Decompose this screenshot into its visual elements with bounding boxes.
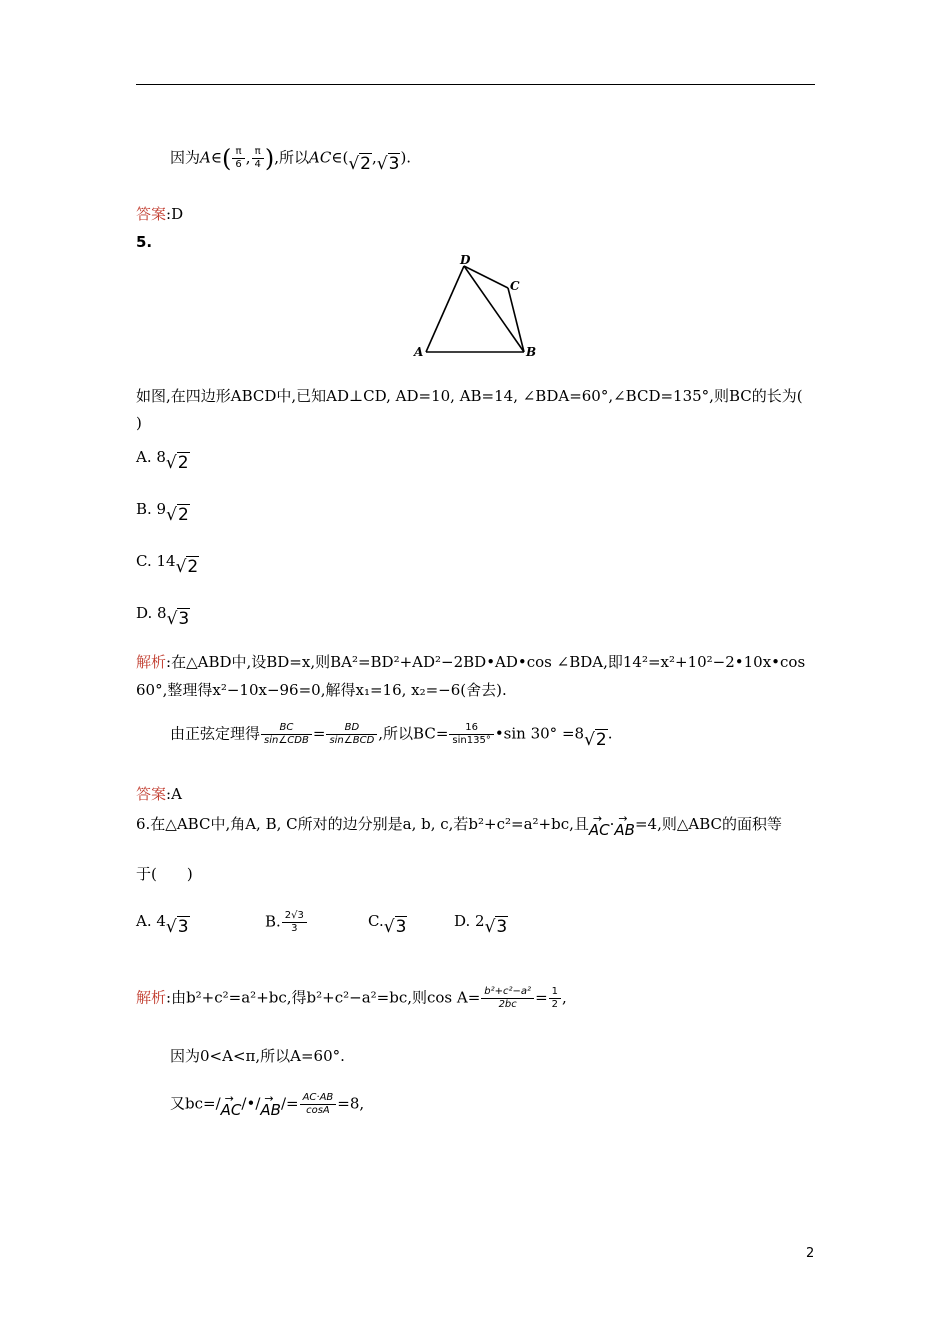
sine-law-mid: ,所以BC= [378, 724, 449, 743]
option-label: D. 8 [136, 604, 167, 622]
option-c[interactable] [368, 910, 407, 938]
close-paren-2: ). [400, 148, 412, 167]
option-sqrt: √3 [484, 917, 508, 937]
vertex-label-d: D [460, 253, 471, 267]
text-mid: ,所以 [274, 148, 310, 167]
analysis-6-line-1 [136, 986, 567, 1011]
text-tail: =8, [337, 1094, 365, 1113]
vector-ab: → AB [614, 819, 635, 841]
fraction-16: $\frac{16}{\sin 135^\circ}$ [449, 722, 493, 747]
abs-bar: / [255, 1094, 261, 1113]
fraction-cos-a: $\frac{\text{b²+c²−a²}}{2bc}$ [481, 986, 534, 1011]
analysis-label: 解析 [136, 653, 167, 671]
analysis-5-line-2: 60°,整理得x²−10x−96=0,解得x₁=16, x₂=−6(舍去). [136, 681, 507, 699]
in-symbol-2: ∈ [331, 148, 343, 167]
answer-label: 答案 [136, 205, 167, 223]
option-d[interactable] [136, 602, 190, 630]
comma: , [371, 148, 377, 167]
sine-law-prefix: 由正弦定理得 [170, 724, 261, 743]
abs-bar: / [215, 1094, 221, 1113]
option-a[interactable] [136, 910, 190, 938]
question-5-stem-line-1: 如图,在四边形ABCD中,已知AD⊥CD, AD=10, AB=14, ∠BDA=60°,∠BCD=135°,则BC的长为( [136, 387, 803, 405]
answer-label: 答案 [136, 785, 167, 803]
page-number: 2 [806, 1246, 815, 1261]
answer-line-1 [136, 203, 183, 225]
open-paren: ( [221, 144, 232, 173]
option-label: A. 4 [136, 912, 166, 930]
equals: = [312, 724, 326, 743]
dot: · [609, 815, 615, 833]
option-label: B. 9 [136, 500, 167, 518]
sqrt-2: √2 [584, 729, 607, 750]
comma: , [562, 988, 567, 1007]
quadrilateral-figure [408, 248, 548, 363]
sine-law-tail: •sin 30° =8 [494, 724, 585, 743]
option-fraction: $\frac{2√3}{3}$ [282, 910, 307, 935]
option-sqrt: √2 [166, 505, 189, 525]
option-sqrt: √2 [175, 557, 199, 577]
option-sqrt: √3 [165, 917, 189, 937]
option-label: A. 8 [136, 448, 166, 466]
analysis-text: :在△ABD中,设BD=x,则BA²=BD²+AD²−2BD•AD•cos ∠BDA,即14²=x²+10²−2•10x•cos [166, 653, 806, 671]
close-paren: ) [264, 144, 275, 173]
abs-bar: / [280, 1094, 286, 1113]
fraction-bc: $\frac{BC}{\text{sin∠CDB}}$ [261, 722, 312, 747]
edge-dc [464, 266, 508, 288]
stem-text: 6.在△ABC中,角A, B, C所对的边分别是a, b, c,若b²+c²=a²+bc,且 [136, 815, 589, 833]
vertex-label-b: B [526, 345, 537, 359]
option-label: C. [368, 912, 384, 930]
option-sqrt: √2 [165, 453, 189, 473]
text-prefix: 因为 [170, 148, 201, 167]
sqrt-2: √2 [348, 153, 371, 174]
analysis-6-line-3 [170, 1092, 364, 1121]
text-prefix: 又bc= [170, 1094, 216, 1113]
analysis-label: 解析 [136, 988, 167, 1007]
equals: = [535, 988, 548, 1007]
option-c[interactable] [136, 550, 199, 578]
analysis-6-line-2: 因为0<A<π,所以A=60°. [170, 1047, 345, 1065]
abs-bar: / [241, 1094, 247, 1113]
option-label: C. 14 [136, 552, 176, 570]
header-rule [136, 84, 815, 85]
option-a[interactable] [136, 446, 190, 474]
sqrt-3: √3 [376, 153, 400, 174]
fraction-pi-6: $\frac{\pi}{6}$ [232, 146, 244, 171]
option-b[interactable] [265, 910, 308, 935]
question-5-number: 5. [136, 233, 153, 251]
question-6-stem-line-2: 于( ) [136, 865, 193, 883]
analysis-5-line-1 [136, 651, 805, 673]
vector-ac: → AC [589, 819, 610, 841]
vertex-label-a: A [414, 345, 424, 359]
vector-ab: → AB [260, 1099, 281, 1121]
analysis-text: :由b²+c²=a²+bc,得b²+c²−a²=bc,则cos A= [166, 988, 481, 1007]
fraction-dot-over-cos: $\frac{AC\cdot AB}{\cos A}$ [300, 1092, 337, 1117]
question-6-stem-line-1 [136, 813, 782, 841]
vertex-label-c: C [510, 279, 520, 293]
in-symbol: ∈ [210, 148, 222, 167]
equals: = [286, 1094, 299, 1113]
reasoning-line [170, 146, 411, 175]
var-ac: AC [309, 148, 332, 167]
fraction-pi-4: $\frac{\pi}{4}$ [252, 146, 264, 171]
option-sqrt: √3 [383, 917, 407, 937]
answer-value: :D [166, 205, 184, 223]
dot: • [246, 1094, 256, 1113]
period: . [607, 724, 613, 743]
open-paren-2: ( [342, 148, 349, 167]
option-b[interactable] [136, 498, 190, 526]
answer-line-5 [136, 783, 182, 805]
answer-value: :A [166, 785, 182, 803]
option-label: B. [265, 912, 281, 931]
fraction-half: $\frac{1}{2}$ [549, 986, 561, 1011]
sine-law-line [170, 722, 613, 751]
question-5-stem-line-2: ) [136, 414, 142, 432]
option-label: D. 2 [454, 912, 485, 930]
fraction-bd: $\frac{BD}{\text{sin∠BCD}}$ [326, 722, 377, 747]
option-d[interactable] [454, 910, 508, 938]
edge-cb [508, 288, 524, 352]
stem-tail: =4,则△ABC的面积等 [634, 815, 783, 833]
var-a: A [200, 148, 211, 167]
vector-ac: → AC [221, 1099, 242, 1121]
separator: , [245, 148, 251, 167]
edge-da [426, 266, 464, 352]
option-sqrt: √3 [166, 609, 190, 629]
